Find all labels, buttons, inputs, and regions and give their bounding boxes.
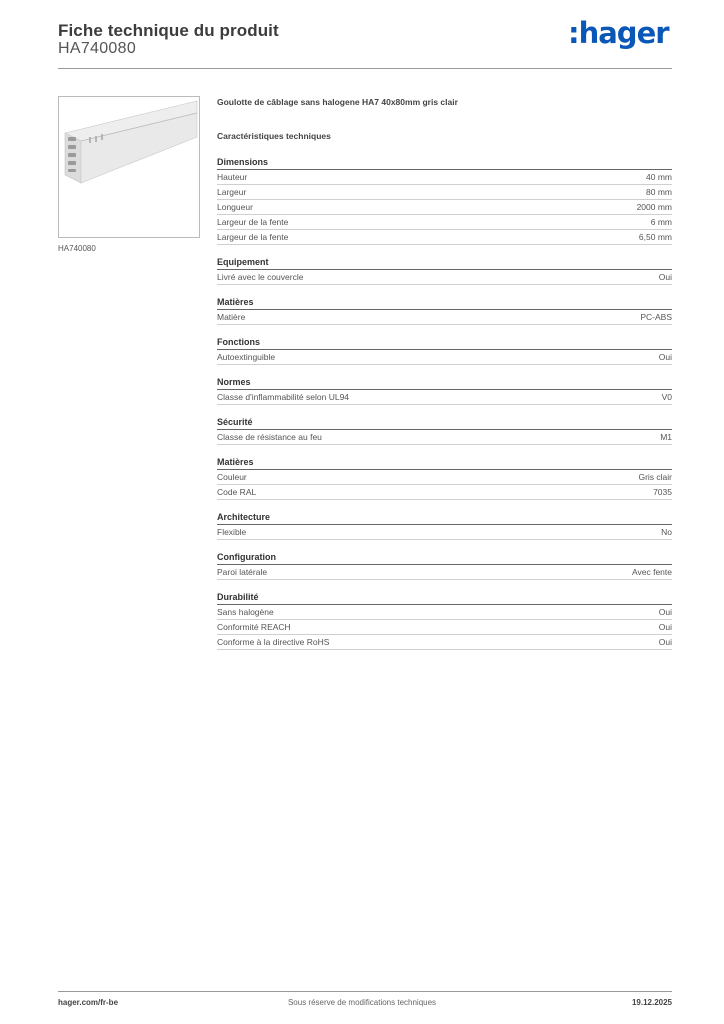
spec-value: Avec fente: [631, 567, 672, 577]
spec-value: 7035: [653, 487, 672, 497]
spec-row: [217, 635, 672, 650]
tech-specs-heading: Caractéristiques techniques: [217, 131, 331, 141]
spec-row: [217, 390, 672, 405]
spec-label: Matière: [217, 312, 246, 322]
spec-label: Largeur de la fente: [217, 232, 289, 242]
product-image: [58, 96, 200, 238]
spec-row: [217, 485, 672, 500]
section-title: Dimensions: [217, 155, 672, 170]
spec-row: [217, 430, 672, 445]
spec-value: M1: [660, 432, 672, 442]
section-title: Architecture: [217, 510, 672, 525]
spec-value: Oui: [658, 622, 672, 632]
cable-duct-illustration: [59, 97, 199, 237]
spec-value: 40 mm: [646, 172, 672, 182]
spec-row: [217, 215, 672, 230]
spec-value: Oui: [658, 352, 672, 362]
spec-value: Oui: [658, 607, 672, 617]
section-title: Matières: [217, 455, 672, 470]
spec-label: Sans halogène: [217, 607, 274, 617]
spec-row: [217, 185, 672, 200]
spec-section: [217, 550, 672, 580]
spec-label: Couleur: [217, 472, 247, 482]
spec-label: Code RAL: [217, 487, 257, 497]
footer-notice: Sous réserve de modifications techniques: [287, 998, 437, 1007]
spec-value: No: [661, 527, 672, 537]
section-title: Normes: [217, 375, 672, 390]
spec-section: [217, 375, 672, 405]
header-divider: [58, 68, 672, 69]
spec-content: [217, 95, 672, 650]
section-title: Durabilité: [217, 590, 672, 605]
spec-value: 2000 mm: [636, 202, 672, 212]
spec-value: Gris clair: [638, 472, 672, 482]
product-reference: HA740080: [58, 40, 137, 57]
section-title: Fonctions: [217, 335, 672, 350]
spec-label: Largeur de la fente: [217, 217, 289, 227]
section-title: Configuration: [217, 550, 672, 565]
spec-label: Livré avec le couvercle: [217, 272, 304, 282]
spec-value: 6,50 mm: [638, 232, 672, 242]
spec-row: [217, 620, 672, 635]
spec-row: [217, 230, 672, 245]
section-title: Equipement: [217, 255, 672, 270]
spec-section: [217, 510, 672, 540]
spec-label: Largeur: [217, 187, 247, 197]
spec-label: Classe de résistance au feu: [217, 432, 322, 442]
spec-section: [217, 455, 672, 500]
spec-label: Autoextinguible: [217, 352, 276, 362]
spec-section: [217, 255, 672, 285]
spec-section: [217, 295, 672, 325]
spec-label: Flexible: [217, 527, 247, 537]
footer-divider: [58, 991, 672, 992]
spec-value: 6 mm: [650, 217, 672, 227]
spec-label: Conformité REACH: [217, 622, 291, 632]
footer-website: hager.com/fr-be: [58, 998, 119, 1007]
spec-label: Conforme à la directive RoHS: [217, 637, 330, 647]
section-title: Matières: [217, 295, 672, 310]
image-caption: HA740080: [58, 244, 96, 253]
spec-row: [217, 270, 672, 285]
footer-date: 19.12.2025: [631, 998, 672, 1007]
spec-section: [217, 415, 672, 445]
product-description: Goulotte de câblage sans halogene HA7 40x80mm gris clair: [217, 97, 458, 107]
spec-value: Oui: [658, 637, 672, 647]
spec-row: [217, 170, 672, 185]
spec-label: Longueur: [217, 202, 253, 212]
spec-label: Hauteur: [217, 172, 248, 182]
section-title: Sécurité: [217, 415, 672, 430]
spec-row: [217, 605, 672, 620]
spec-value: 80 mm: [646, 187, 672, 197]
spec-section: [217, 155, 672, 245]
spec-sections: [217, 155, 672, 650]
spec-value: Oui: [658, 272, 672, 282]
spec-row: [217, 470, 672, 485]
spec-label: Classe d'inflammabilité selon UL94: [217, 392, 350, 402]
spec-value: V0: [661, 392, 672, 402]
spec-row: [217, 310, 672, 325]
spec-row: [217, 565, 672, 580]
spec-section: [217, 590, 672, 650]
spec-row: [217, 525, 672, 540]
hager-logo: :hager: [568, 16, 669, 50]
spec-section: [217, 335, 672, 365]
page-title: Fiche technique du produit: [58, 21, 279, 40]
spec-label: Paroi latérale: [217, 567, 268, 577]
spec-value: PC-ABS: [640, 312, 672, 322]
spec-row: [217, 350, 672, 365]
spec-row: [217, 200, 672, 215]
